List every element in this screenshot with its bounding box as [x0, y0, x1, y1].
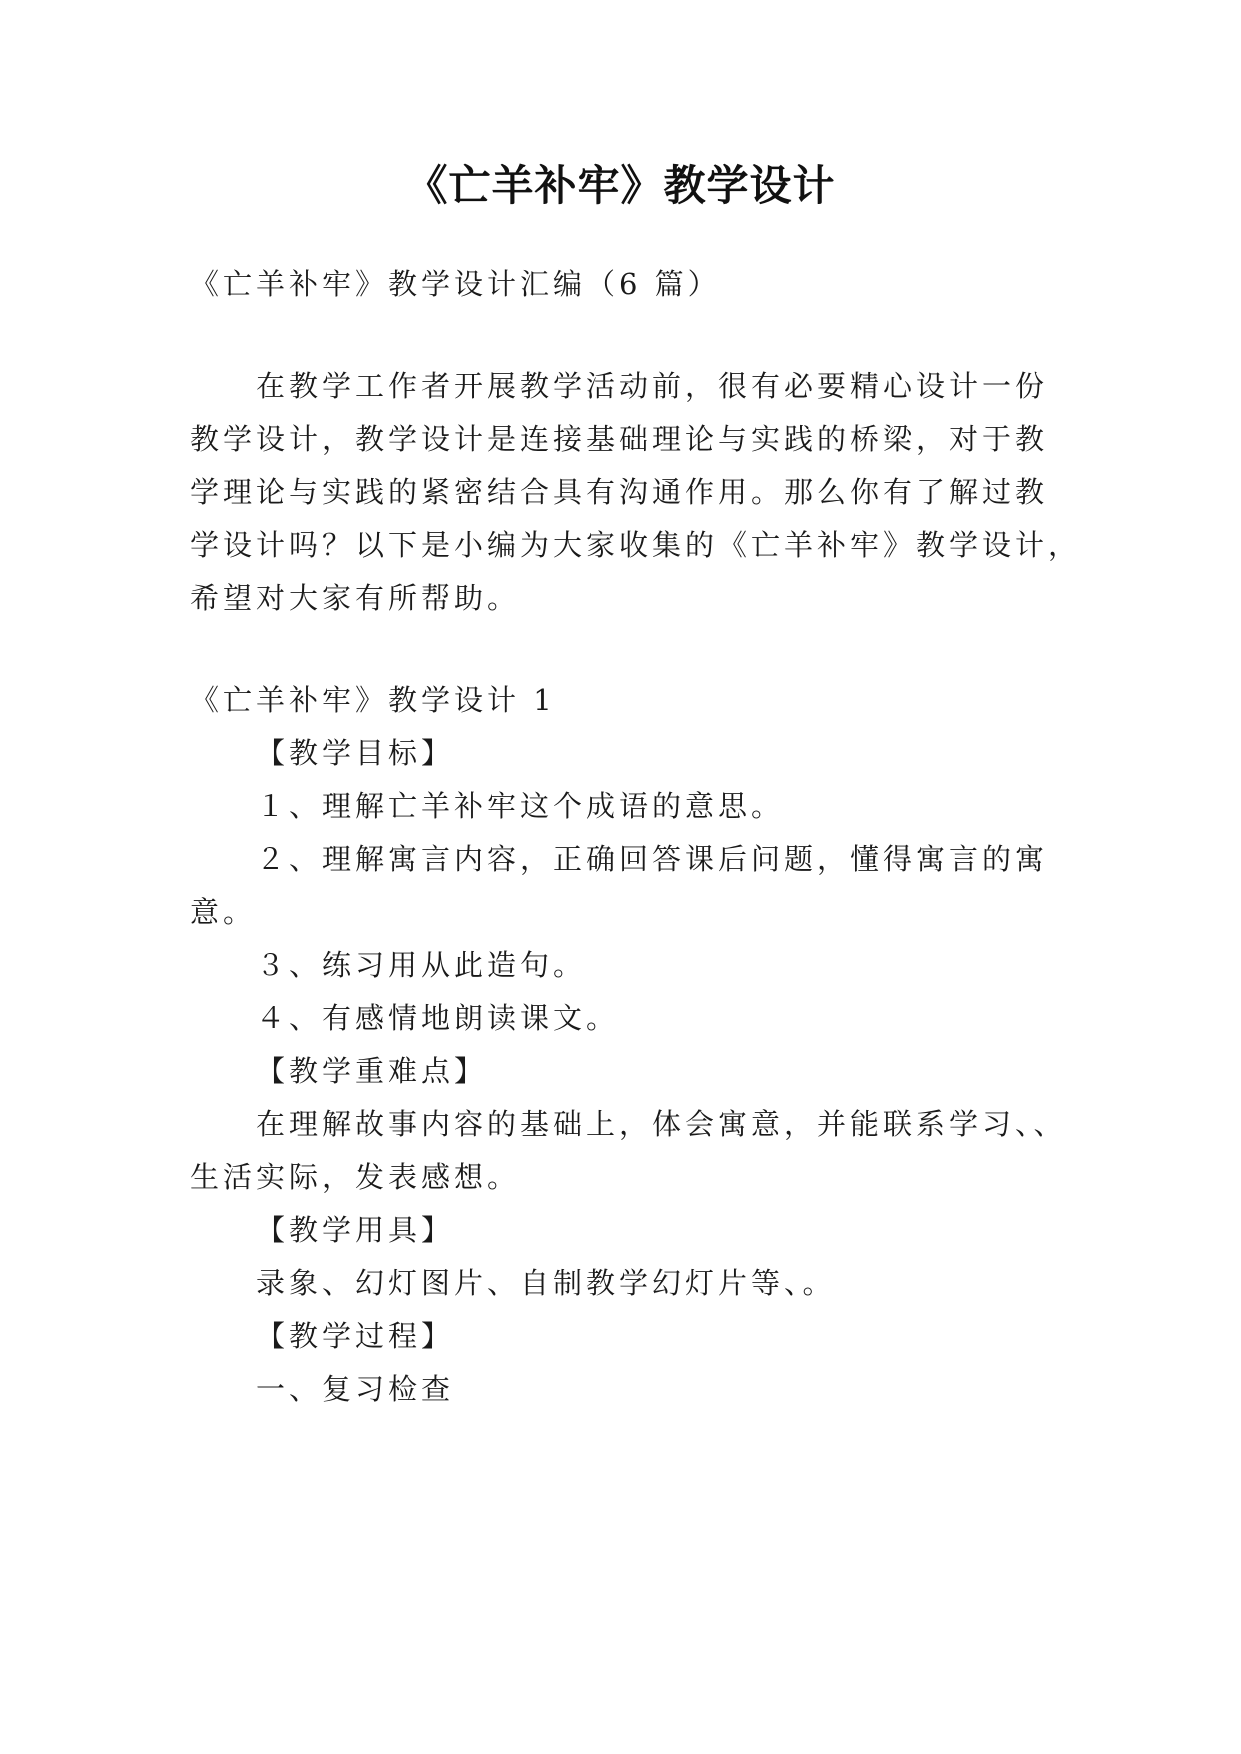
section-title: 《亡羊补牢》教学设计 1	[190, 683, 556, 717]
process-step-1: 一、复习检查	[256, 1372, 455, 1406]
document-title: 《亡羊补牢》教学设计	[405, 161, 836, 210]
difficulty-text-2: 生活实际，发表感想。	[190, 1160, 521, 1194]
goal-item-2-continued: 意。	[190, 895, 257, 929]
goal-item-4: ４、有感情地朗读课文。	[256, 1001, 620, 1035]
process-heading: 【教学过程】	[256, 1319, 455, 1353]
goal-item-2: ２、理解寓言内容，正确回答课后问题，懂得寓言的寓	[256, 842, 1049, 876]
intro-line-5: 希望对大家有所帮助。	[190, 581, 521, 615]
goals-heading: 【教学目标】	[256, 736, 455, 770]
tools-text: 录象、幻灯图片、自制教学幻灯片等、。	[256, 1266, 836, 1300]
intro-line-2: 教学设计，教学设计是连接基础理论与实践的桥梁，对于教	[190, 422, 1049, 456]
intro-line-3: 学理论与实践的紧密结合具有沟通作用。那么你有了解过教	[190, 475, 1049, 509]
intro-line-1: 在教学工作者开展教学活动前，很有必要精心设计一份	[256, 369, 1049, 403]
difficulty-text-1: 在理解故事内容的基础上，体会寓意，并能联系学习、、	[256, 1107, 1067, 1141]
difficulty-heading: 【教学重难点】	[256, 1054, 488, 1088]
goal-item-3: ３、练习用从此造句。	[256, 948, 587, 982]
goal-item-1: １、理解亡羊补牢这个成语的意思。	[256, 789, 785, 823]
tools-heading: 【教学用具】	[256, 1213, 455, 1247]
document-subtitle: 《亡羊补牢》教学设计汇编（6 篇）	[190, 267, 721, 301]
intro-line-4: 学设计吗？以下是小编为大家收集的《亡羊补牢》教学设计，	[190, 528, 1082, 562]
